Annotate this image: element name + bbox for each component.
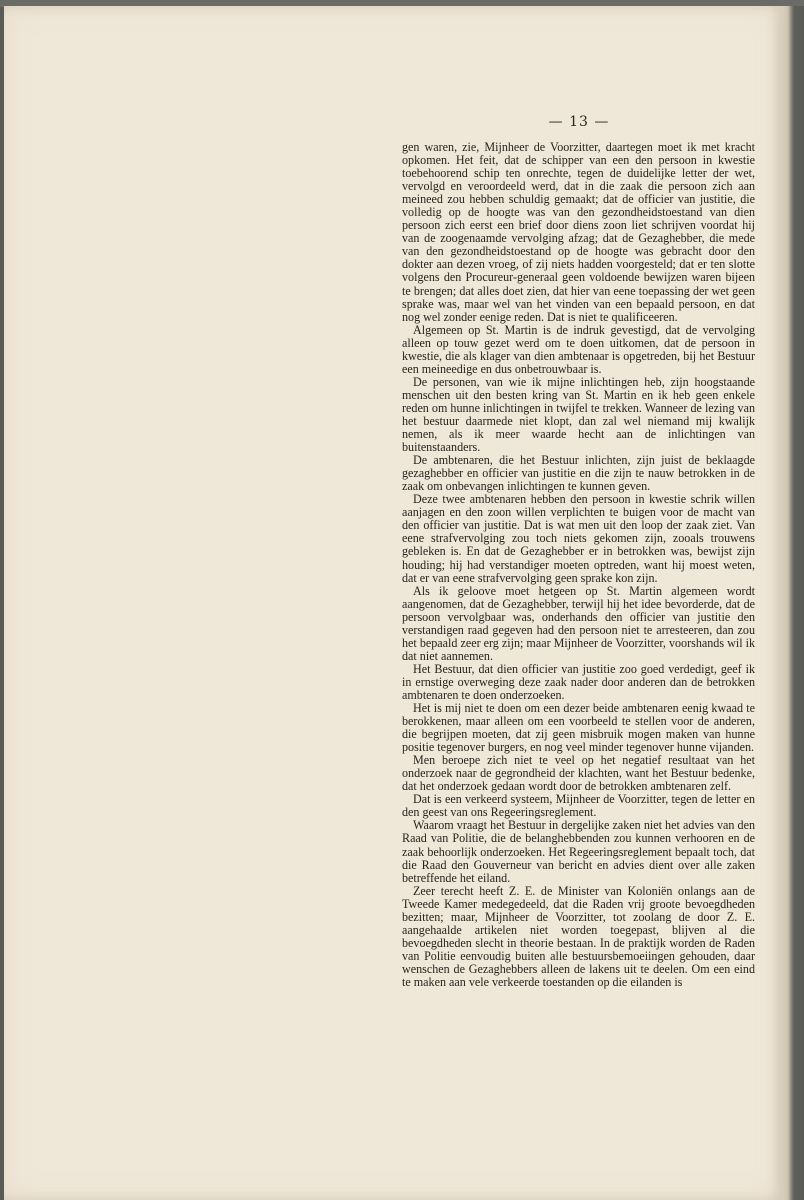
page-number: — 13 —: [548, 114, 610, 130]
paragraph: Waarom vraagt het Bestuur in dergelijke zaken niet het advies van den Raad van Politie, die de belanghebbenden zou kunnen verhooren en de zaak behoorlijk onderzoeken. Het Regeeringsreglement bepaalt toch, dat die Raad den Gouverneur van bericht en advies dient over alle zaken betreffende het eiland.: [402, 818, 755, 885]
document-page: [4, 6, 782, 1200]
paragraph: Men beroepe zich niet te veel op het negatief resultaat van het onderzoek naar de gegrondheid der klachten, want het Bestuur bedenke, dat het onderzoek gedaan wordt door de betrokken ambtenaren zelf.: [402, 753, 755, 794]
paragraph: Deze twee ambtenaren hebben den persoon in kwestie schrik willen aanjagen en den zoon willen verplichten te buigen voor de macht van den officier van justitie. Dat is wat men uit den loop der zaak ziet. Van eene strafvervolging zou toch niets gekomen zijn, zooals trouwens gebleken is. En dat de Gezaghebber er in betrokken was, bewijst zijn houding; hij had verstandiger moeten optreden, want hij moest weten, dat er van eene strafvervolging geen sprake kon zijn.: [402, 492, 755, 585]
paragraph: De ambtenaren, die het Bestuur inlichten, zijn juist de beklaagde gezaghebber en officier van justitie en die zijn te nauw betrokken in de zaak om onbevangen inlichtingen te kunnen geven.: [402, 453, 755, 494]
paragraph: Algemeen op St. Martin is de indruk gevestigd, dat de vervolging alleen op touw gezet werd om te doen uitkomen, dat de persoon in kwestie, die als klager van dien ambtenaar is opgetreden, bij het Bestuur een meineedige en dus onbetrouwbaar is.: [402, 322, 755, 376]
paragraph: Als ik geloove moet hetgeen op St. Martin algemeen wordt aangenomen, dat de Gezaghebber, terwijl hij het idee bevorderde, dat de persoon vervolgbaar was, onderhands den officier van justitie den verstandigen raad gegeven had den persoon niet te arresteeren, dan zou het bepaald zeer erg zijn; maar Mijnheer de Voorzitter, voorshands wil ik dat niet aannemen.: [402, 583, 755, 663]
paragraph: gen waren, zie, Mijnheer de Voorzitter, daartegen moet ik met kracht opkomen. Het feit, dat de schipper van een den persoon in kwestie toebehoorend schip ten onrechte, tegen de duidelijke letter der wet, vervolgd en veroordeeld werd, dat in die zaak die persoon zich aan meineed zou hebben schuldig gemaakt; dat de officier van justitie, die volledig op de hoogte was van den gezondheidstoestand van dien persoon zich eerst een brief door diens zoon liet schrijven voordat hij van de zoogenaamde vervolging afzag; dat de Gezaghebber, die mede van den gezondheidstoestand op de hoogte was gebracht door den dokter aan dezen vroeg, of zij niets hadden voorgesteld; dat er ten slotte volgens den Procureur-generaal geen voldoende bewijzen waren bijeen te brengen; dat alles doet zien, dat hier van eene toepassing der wet geen sprake was, maar wel van het vinden van een bepaald persoon, en dat nog wel zonder eenige reden. Dat is niet te qualificeeren.: [402, 140, 755, 324]
body-text-column: [402, 141, 755, 989]
paragraph: Zeer terecht heeft Z. E. de Minister van Koloniën onlangs aan de Tweede Kamer medegedeeld, dat die Raden vrij groote bevoegdheden bezitten; maar, Mijnheer de Voorzitter, tot zoolang de door Z. E. aangehaalde artikelen niet worden toegepast, blijven al die bevoegdheden slecht in theorie bestaan. In de praktijk worden de Raden van Politie eenvoudig buiten alle bestuursbemoeiingen gehouden, daar wenschen de Gezaghebbers alleen de lakens uit te deelen. Om een eind te maken aan vele verkeerde toestanden op die eilanden is: [402, 883, 755, 989]
paragraph: Het is mij niet te doen om een dezer beide ambtenaren eenig kwaad te berokkenen, maar alleen om een voorbeeld te stellen voor de anderen, die begrijpen moeten, dat zij geen misbruik mogen maken van hunne positie tegenover burgers, en nog veel minder tegenover hunne vijanden.: [402, 701, 755, 755]
page-edge-shadow: [782, 6, 804, 1200]
paragraph: De personen, van wie ik mijne inlichtingen heb, zijn hoogstaande menschen uit den besten kring van St. Martin en ik heb geen enkele reden om hunne inlichtingen in twijfel te trekken. Wanneer de lezing van het bestuur daarmede niet klopt, dan zal wel niemand mij kwalijk nemen, als ik meer waarde hecht aan de inlichtingen van buitenstaanders.: [402, 374, 755, 455]
paragraph: Dat is een verkeerd systeem, Mijnheer de Voorzitter, tegen de letter en den geest van ons Regeeringsreglement.: [402, 792, 755, 820]
paragraph: Het Bestuur, dat dien officier van justitie zoo goed verdedigt, geef ik in ernstige overweging deze zaak nader door anderen dan de betrokken ambtenaren te doen onderzoeken.: [402, 661, 755, 702]
